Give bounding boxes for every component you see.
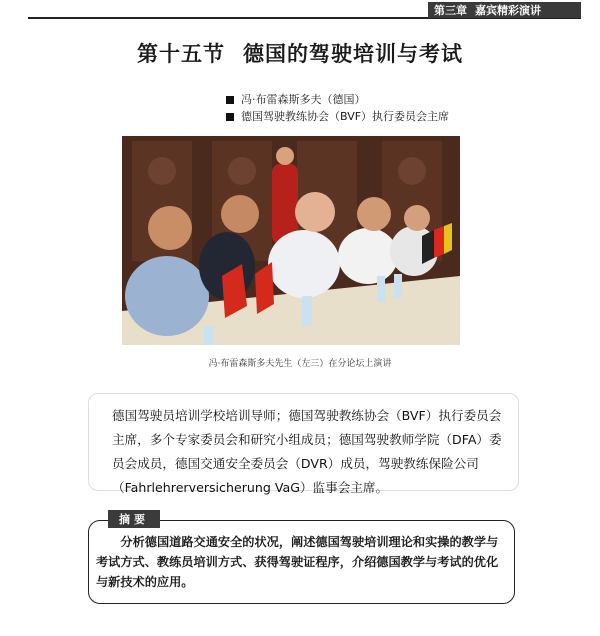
bullet-square-icon [226, 96, 234, 104]
page-title [0, 38, 600, 68]
section-title: 德国的驾驶培训与考试 [243, 41, 463, 66]
abstract-label: 摘要 [108, 510, 160, 528]
bio-text: 德国驾驶员培训学校培训导师；德国驾驶教练协会（BVF）执行委员会主席，多个专家委员会和研究小组成员；德国驾驶教师学院（DFA）委员会成员，德国交通安全委员会（DVR）成员，驾驶教练保险公司（Fahrlehrerversicherung VaG）监事会主席。 [112, 408, 502, 495]
author-position: 德国驾驶教练协会（BVF）执行委员会主席 [241, 110, 450, 123]
running-header [428, 2, 581, 18]
section-label: 嘉宾精彩演讲 [475, 4, 541, 17]
author-block [226, 91, 449, 125]
conference-photo [122, 136, 460, 345]
author-name: 冯·布雷森斯多夫（德国） [241, 93, 366, 106]
chapter-label: 第三章 [434, 4, 467, 17]
photo-caption: 冯·布雷森斯多夫先生（左三）在分论坛上演讲 [208, 359, 392, 369]
bullet-square-icon [226, 113, 234, 121]
abstract-text: 分析德国道路交通安全的状况，阐述德国驾驶培训理论和实操的教学与考试方式、教练员培训方式、获得驾驶证程序，介绍德国教学与考试的优化与新技术的应用。 [96, 535, 499, 589]
section-number: 第十五节 [137, 41, 225, 66]
